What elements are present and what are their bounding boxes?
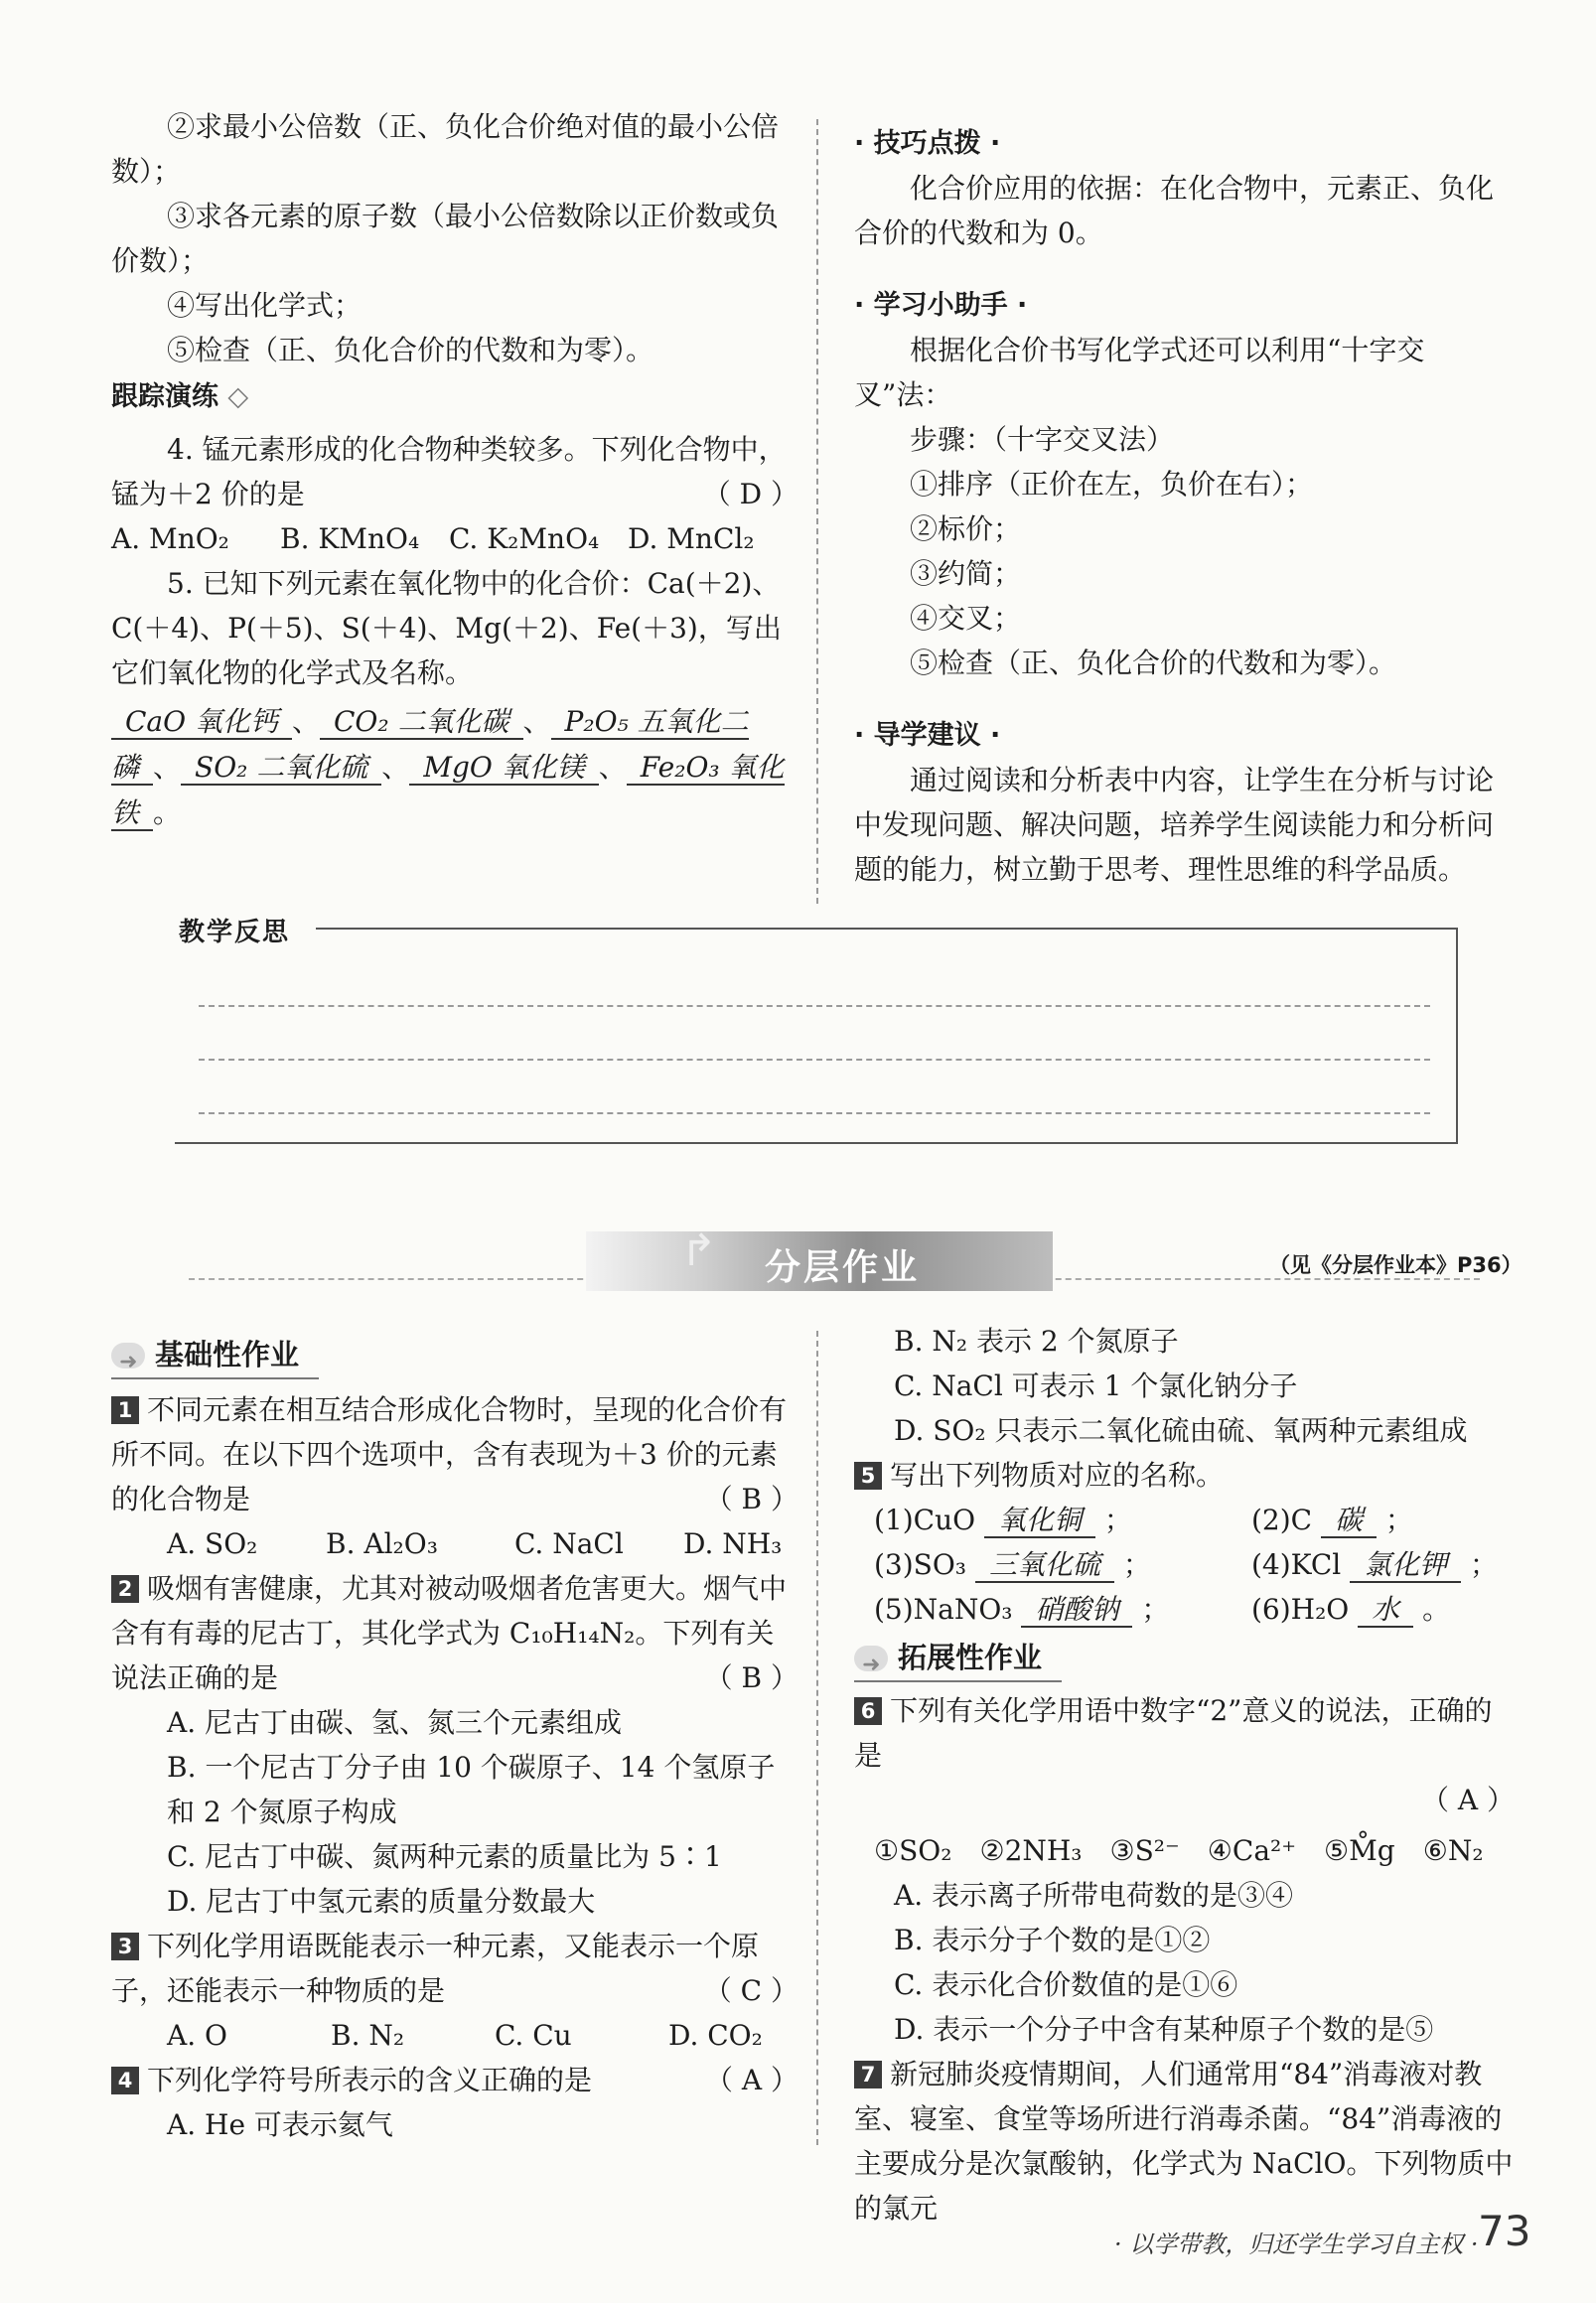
- b-q5-stem: 写出下列物质对应的名称。: [890, 1459, 1225, 1492]
- guide-text: 通过阅读和分析表中内容，让学生在分析与讨论中发现问题、解决问题，培养学生阅读能力和分析问题的能力，树立勤于思考、理性思维的科学品质。: [854, 764, 1495, 886]
- b-q2: [111, 1566, 798, 1700]
- helper-title: · 学习小助手 ·: [854, 290, 1028, 321]
- b-q6-answer: （ A ）: [1420, 1783, 1515, 1816]
- arrow-icon: [854, 1646, 888, 1671]
- b-q6: [854, 1688, 1515, 1778]
- b-q4-d: D. SO₂ 只表示二氧化硫由硫、氧两种元素组成: [894, 1414, 1468, 1447]
- q5-label-5: (5)NaNO₃: [874, 1593, 1013, 1626]
- q5-label-4: (4)KCl: [1251, 1548, 1342, 1581]
- tip-text: 化合价应用的依据：在化合物中，元素正、负化合价的代数和为 0。: [854, 172, 1495, 249]
- step-3: ③求各元素的原子数（最小公倍数除以正价数或负价数）；: [111, 200, 780, 277]
- basic-header: [111, 1333, 798, 1381]
- q5-answers: CaO 氧化钙 、 CO₂ 二氧化碳 、 P₂O₅ 五氧化二磷 、 SO₂ 二氧化硫 、 MgO 氧化镁 、 Fe₂O₃ 氧化铁 。: [111, 705, 785, 829]
- b-q4: [111, 2058, 798, 2102]
- q3-number: 3: [111, 1933, 139, 1960]
- banner-arrow-icon: ↱: [680, 1225, 717, 1276]
- q7-number: 7: [854, 2061, 882, 2088]
- q4-option-d: D. MnCl₂: [628, 522, 755, 555]
- b-q3: [111, 1924, 798, 2013]
- q5-answer-5: MgO 氧化镁: [409, 751, 598, 786]
- b-q6-c: C. 表示化合价数值的是①⑥: [894, 1967, 1238, 2001]
- left-top-column: [111, 104, 798, 836]
- right-bottom-column: [854, 1319, 1515, 2231]
- b-q6-b: B. 表示分子个数的是①②: [894, 1923, 1211, 1956]
- q4-option-b: B. KMnO₄: [280, 522, 420, 555]
- step-4: ④写出化学式；: [167, 289, 363, 322]
- q5-answer-4: 氯化钾: [1350, 1548, 1461, 1583]
- q4-options: [111, 516, 798, 561]
- reflection-right-rule: [1456, 928, 1458, 1142]
- q4-answer: （ D ）: [702, 478, 798, 510]
- b-q4-c: C. NaCl 可表示 1 个氯化钠分子: [894, 1369, 1298, 1402]
- q5-label-3: (3)SO₃: [874, 1548, 967, 1581]
- q5-end-3: ；: [1122, 1548, 1151, 1581]
- banner-title: 分层作业: [765, 1247, 921, 1288]
- left-bottom-column: [111, 1333, 798, 2147]
- b-q1-c: C. NaCl: [514, 1526, 624, 1560]
- b-q6-stem: 下列有关化学用语中数字“2”意义的说法，正确的是: [854, 1693, 1493, 1772]
- q4-stem: 4. 锰元素形成的化合物种类较多。下列化合物中，锰为＋2 价的是: [111, 433, 787, 510]
- q5-answer-1: 氧化铜: [984, 1504, 1095, 1538]
- q5-answer-2: 碳: [1321, 1504, 1377, 1538]
- helper-line-7: ⑤检查（正、负化合价的代数和为零）。: [910, 647, 1397, 679]
- helper-line-3: ①排序（正价在左，负价在右）；: [910, 468, 1314, 501]
- b-q3-answer: （ C ）: [703, 1973, 798, 2007]
- step-2: ②求最小公倍数（正、负化合价绝对值的最小公倍数）；: [111, 110, 780, 188]
- helper-line-6: ④交叉；: [910, 602, 1022, 635]
- q5-answer-1: CaO 氧化钙: [111, 705, 292, 740]
- page-number: 73: [1478, 2207, 1531, 2255]
- b-q6-symbols: ①SO₂ ②2NH₃ ③S²⁻ ④Ca²⁺ ⑤M̊g ⑥N₂: [874, 1833, 1484, 1867]
- practice-title-text: 跟踪演练: [111, 381, 218, 412]
- reflection-top-rule: [316, 928, 1458, 930]
- reflection-title: 教学反思: [179, 918, 291, 947]
- q4-number: 4: [111, 2067, 139, 2094]
- right-top-column: [854, 121, 1515, 892]
- q5-end-1: ；: [1103, 1504, 1132, 1536]
- b-q2-d: D. 尼古丁中氢元素的质量分数最大: [167, 1884, 596, 1918]
- b-q1: [111, 1387, 798, 1521]
- b-q5-row-1: [854, 1498, 1515, 1542]
- b-q5: [854, 1453, 1515, 1498]
- q5-end-2: ；: [1384, 1504, 1413, 1536]
- b-q4-a: A. He 可表示氦气: [167, 2107, 393, 2141]
- b-q3-stem: 下列化学用语既能表示一种元素，又能表示一个原子，还能表示一种物质的是: [111, 1929, 760, 2007]
- q5-end-6: 。: [1422, 1593, 1451, 1626]
- helper-line-5: ③约简；: [910, 557, 1022, 590]
- q5-text: 5. 已知下列元素在氧化物中的化合价：Ca(＋2)、C(＋4)、P(＋5)、S(＋4)、Mg(＋2)、Fe(＋3)，写出它们氧化物的化学式及名称。: [111, 567, 782, 689]
- b-q1-answer: （ B ）: [704, 1482, 798, 1515]
- reflection-line-1: [199, 1005, 1430, 1007]
- practice-title: [111, 374, 798, 419]
- guide-title: · 导学建议 ·: [854, 720, 1001, 751]
- b-q2-b: B. 一个尼古丁分子由 10 个碳原子、14 个氢原子和 2 个氮原子构成: [167, 1750, 776, 1828]
- b-q2-stem: 吸烟有害健康，尤其对被动吸烟者危害更大。烟气中含有有毒的尼古丁，其化学式为 C₁₀H₁₄N₂。下列有关说法正确的是: [111, 1571, 788, 1694]
- helper-line-2: 步骤：（十字交叉法）: [910, 423, 1175, 456]
- b-q7-stem: 新冠肺炎疫情期间，人们通常用“84”消毒液对教室、寝室、食堂等场所进行消毒杀菌。“84”消毒液的主要成分是次氯酸钠，化学式为 NaClO。下列物质中的氯元: [854, 2057, 1514, 2225]
- b-q7: [854, 2052, 1515, 2231]
- b-q3-options: [111, 2013, 798, 2058]
- q2-number: 2: [111, 1575, 139, 1603]
- q5-answer-2: CO₂ 二氧化碳: [320, 705, 523, 740]
- q5-answer-3: 三氧化硫: [975, 1548, 1114, 1583]
- q4-option-c: C. K₂MnO₄: [449, 522, 600, 555]
- b-q4-b: B. N₂ 表示 2 个氮原子: [894, 1325, 1179, 1358]
- tip-title: · 技巧点拨 ·: [854, 128, 1001, 159]
- q6-number: 6: [854, 1697, 882, 1725]
- q5-answer-5: 硝酸钠: [1021, 1593, 1132, 1628]
- banner-ref: （见《分层作业本》P36）: [1269, 1253, 1523, 1277]
- reflection-line-3: [199, 1112, 1430, 1114]
- b-q3-c: C. Cu: [495, 2018, 572, 2052]
- q5-answer-3: P₂O₅ 五氧化二磷: [111, 705, 749, 784]
- b-q1-options: [111, 1521, 798, 1566]
- b-q6-d: D. 表示一个分子中含有某种原子个数的是⑤: [894, 2012, 1434, 2046]
- q4-option-a: A. MnO₂: [111, 522, 229, 555]
- arrow-icon: [111, 1343, 145, 1368]
- b-q2-c: C. 尼古丁中碳、氮两种元素的质量比为 5∶1: [167, 1839, 722, 1873]
- q5-number: 5: [854, 1462, 882, 1490]
- ext-header: [854, 1636, 1515, 1684]
- b-q3-b: B. N₂: [331, 2018, 405, 2052]
- column-divider-top: [816, 119, 818, 904]
- b-q1-d: D. NH₃: [683, 1526, 783, 1560]
- column-divider-bottom: [816, 1331, 818, 2145]
- footer-slogan: · 以学带教，归还学生学习自主权 ·: [1114, 2231, 1479, 2258]
- ext-tag: [854, 1636, 1062, 1682]
- q4-text: [111, 427, 798, 516]
- b-q1-stem: 不同元素在相互结合形成化合物时，呈现的化合价有所不同。在以下四个选项中，含有表现为＋3 价的元素的化合物是: [111, 1392, 788, 1515]
- b-q3-a: A. O: [167, 2018, 227, 2052]
- banner-badge: [586, 1225, 1053, 1291]
- q5-end-4: ；: [1470, 1548, 1499, 1581]
- basic-title: 基础性作业: [155, 1338, 300, 1371]
- b-q1-b: B. Al₂O₃: [326, 1526, 438, 1560]
- b-q6-a: A. 表示离子所带电荷数的是③④: [894, 1878, 1294, 1912]
- q5-label-1: (1)CuO: [874, 1504, 976, 1536]
- q5-label-2: (2)C: [1251, 1504, 1313, 1536]
- diamond-icon: ◇: [227, 381, 249, 412]
- q5-answer-6: Fe₂O₃ 氧化铁: [111, 751, 785, 829]
- b-q5-row-3: [854, 1587, 1515, 1632]
- q5-answer-4: SO₂ 二氧化硫: [181, 751, 381, 786]
- b-q1-a: A. SO₂: [167, 1526, 258, 1560]
- b-q2-a: A. 尼古丁由碳、氢、氮三个元素组成: [167, 1705, 623, 1739]
- b-q3-d: D. CO₂: [668, 2018, 763, 2052]
- b-q5-row-2: [854, 1542, 1515, 1587]
- b-q4-stem: 下列化学符号所表示的含义正确的是: [147, 2063, 593, 2096]
- q1-number: 1: [111, 1396, 139, 1424]
- reflection-line-2: [199, 1059, 1430, 1061]
- q5-label-6: (6)H₂O: [1251, 1593, 1350, 1626]
- ext-title: 拓展性作业: [898, 1641, 1043, 1674]
- helper-line-1: 根据化合价书写化学式还可以利用“十字交叉”法：: [854, 334, 1425, 411]
- reflection-bottom-rule: [175, 1142, 1458, 1144]
- q5-answer-6: 水: [1358, 1593, 1413, 1628]
- basic-tag: [111, 1333, 319, 1379]
- b-q4-answer: （ A ）: [704, 2063, 798, 2096]
- b-q2-answer: （ B ）: [704, 1660, 798, 1694]
- step-5: ⑤检查（正、负化合价的代数和为零）。: [167, 334, 654, 366]
- helper-line-4: ②标价；: [910, 512, 1022, 545]
- q5-end-5: ；: [1141, 1593, 1170, 1626]
